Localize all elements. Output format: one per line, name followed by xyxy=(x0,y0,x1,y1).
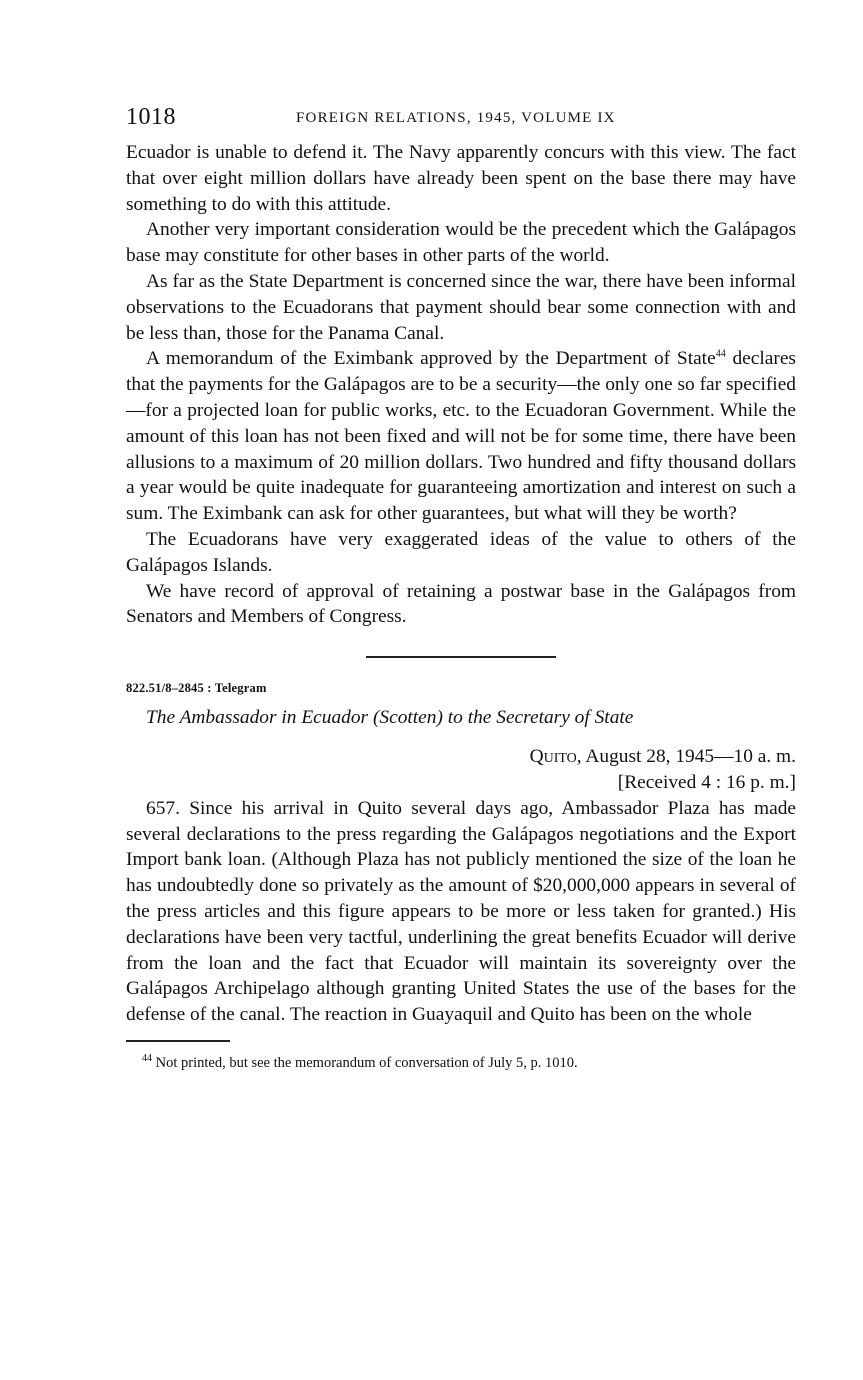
dateline xyxy=(126,744,796,770)
footnote-marker: 44 xyxy=(142,1053,152,1065)
running-header xyxy=(126,100,796,140)
dateline-place: Quito xyxy=(529,746,577,768)
running-title: FOREIGN RELATIONS, 1945, VOLUME IX xyxy=(296,110,616,126)
paragraph-4 xyxy=(126,346,796,527)
telegram-paragraph-1: 657. Since his arrival in Quito several days ago, Ambassador Plaza has made several declarations to the press regarding the Galápagos negotiations and the Export Import bank loan. (Although Plaza has not publicly mentioned the size of the loan he has undoubtedly done so privately as the amount of $20,000,000 appears in several of the press articles and this figure appears to be more or less taken for granted.) His declarations have been very tactful, underlining the great benefits Ecuador will derive from the loan and the fact that Ecuador will maintain its sovereignty over the Galápagos Archipelago although granting United States the use of the bases for the defense of the canal. The reaction in Guayaquil and Quito has been on the whole xyxy=(126,797,796,1026)
paragraph-2: Another very important consideration would be the precedent which the Galápagos base may constitute for other bases in other parts of the world. xyxy=(126,219,796,267)
document-title: The Ambassador in Ecuador (Scotten) to the Secretary of State xyxy=(146,707,634,729)
paragraph-5: The Ecuadorans have very exaggerated ideas of the value to others of the Galápagos Islands. xyxy=(126,528,796,576)
footnote xyxy=(142,1054,796,1072)
paragraph-6: We have record of approval of retaining a postwar base in the Galápagos from Senators and Members of Congress. xyxy=(126,580,796,628)
document-page xyxy=(126,100,796,1072)
paragraph-1: Ecuador is unable to defend it. The Navy apparently concurs with this view. The fact that over eight million dollars have already been spent on the base there may have something to do with this attitude. xyxy=(126,142,796,215)
dateline-date: , August 28, 1945—10 a. m. xyxy=(576,746,796,768)
paragraph-4-start: A memorandum of the Eximbank approved by the Department of State xyxy=(146,348,716,370)
received-time: [Received 4 : 16 p. m.] xyxy=(617,771,796,793)
paragraph-3: As far as the State Department is concerned since the war, there have been informal observations to the Ecuadorans that payment should bear some connection with and be less than, those for the Panama Canal. xyxy=(126,270,796,344)
section-divider xyxy=(366,656,556,658)
file-reference: 822.51/8–2845 : Telegram xyxy=(126,681,267,696)
footnote-text: Not printed, but see the memorandum of conversation of July 5, p. 1010. xyxy=(155,1054,578,1071)
page-number: 1018 xyxy=(126,104,176,130)
footnote-divider xyxy=(126,1040,230,1042)
paragraph-4-end: declares that the payments for the Galápagos are to be a security—the only one so far specified—for a projected loan for public works, etc. to the Ecuadoran Government. While the amount of this loan has not been fixed and will not be for some time, there have been allusions to a maximum of 20 million dollars. Two hundred and fifty thousand dollars a year would be quite inadequate for guaranteeing amortization and interest on such a sum. The Eximbank can ask for other guarantees, but what will they be worth? xyxy=(126,348,796,525)
footnote-reference: 44 xyxy=(715,348,726,360)
